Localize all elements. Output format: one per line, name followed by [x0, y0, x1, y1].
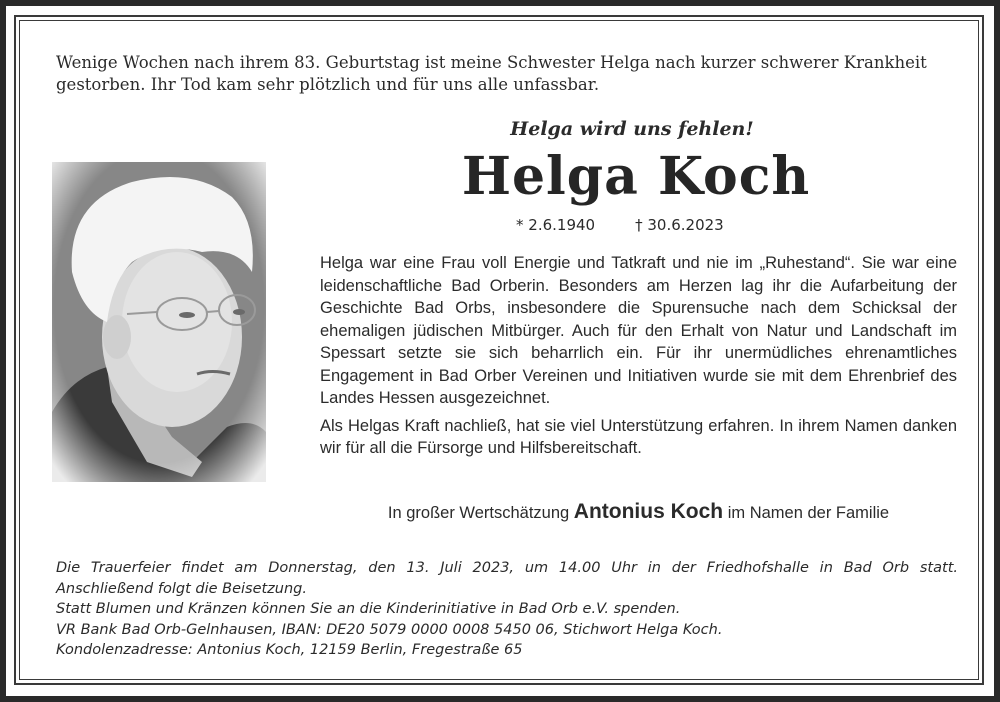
intro-line-1: Wenige Wochen nach ihrem 83. Geburtstag ist meine Schwester Helga nach kurzer schwerer Krankheit: [56, 53, 927, 72]
signature-line: [306, 500, 971, 524]
portrait-illustration: [52, 162, 266, 482]
bank-details: VR Bank Bad Orb-Gelnhausen, IBAN: DE20 5079 0000 0008 5450 06, Stichwort Helga Koch.: [56, 621, 723, 638]
portrait-photo: [52, 162, 266, 482]
biography-paragraph-1: Helga war eine Frau voll Energie und Tatkraft und nie im „Ruhestand“. Sie war eine leidenschaftliche Bad Orberin. Besonders am Herzen lag ihr die Aufarbeitung der Geschichte Bad Orbs, insbesondere die Spurensuche nach dem Schicksal der ehemaligen jüdischen Mitbürger. Auch für den Erhalt von Natur und Landschaft im Spessart setzte sie sich beharrlich ein. Für ihr unermüdliches ehrenamtliches Engagement in Bad Orber Vereinen und Initiativen wurde sie mit dem Ehrenbrief des Landes Hessen ausgezeichnet.: [320, 254, 957, 407]
intro-text: [56, 52, 961, 96]
biography-paragraph-2: Als Helgas Kraft nachließ, hat sie viel Unterstützung erfahren. In ihrem Namen danken wir für all die Fürsorge und Hilfsbereitschaft.: [320, 416, 957, 457]
signer-name: Antonius Koch: [573, 500, 724, 523]
life-dates: [516, 216, 724, 234]
burial-info: Anschließend folgt die Beisetzung.: [56, 580, 307, 597]
intro-line-2: gestorben. Ihr Tod kam sehr plötzlich und für uns alle unfassbar.: [56, 75, 600, 94]
condolence-address: Kondolenzadresse: Antonius Koch, 12159 Berlin, Fregestraße 65: [56, 642, 523, 658]
funeral-service-info: Die Trauerfeier findet am Donnerstag, den 13. Juli 2023, um 14.00 Uhr in der Friedhofshalle in Bad Orb statt.: [56, 560, 958, 576]
biography: [320, 252, 957, 465]
donation-info: Statt Blumen und Kränzen können Sie an die Kinderinitiative in Bad Orb e.V. spenden.: [56, 601, 681, 617]
death-cross-icon: †: [635, 216, 643, 234]
death-date: † 30.6.2023: [635, 216, 724, 234]
signature-suffix: im Namen der Familie: [727, 504, 890, 522]
funeral-details: [56, 558, 961, 661]
obituary-notice: [6, 6, 994, 696]
deceased-name: Helga Koch: [461, 146, 811, 207]
birth-star-icon: *: [516, 216, 524, 234]
signature-prefix: In großer Wertschätzung: [387, 504, 570, 522]
motto-heading: Helga wird uns fehlen!: [510, 118, 754, 140]
birth-date: * 2.6.1940: [516, 216, 596, 234]
